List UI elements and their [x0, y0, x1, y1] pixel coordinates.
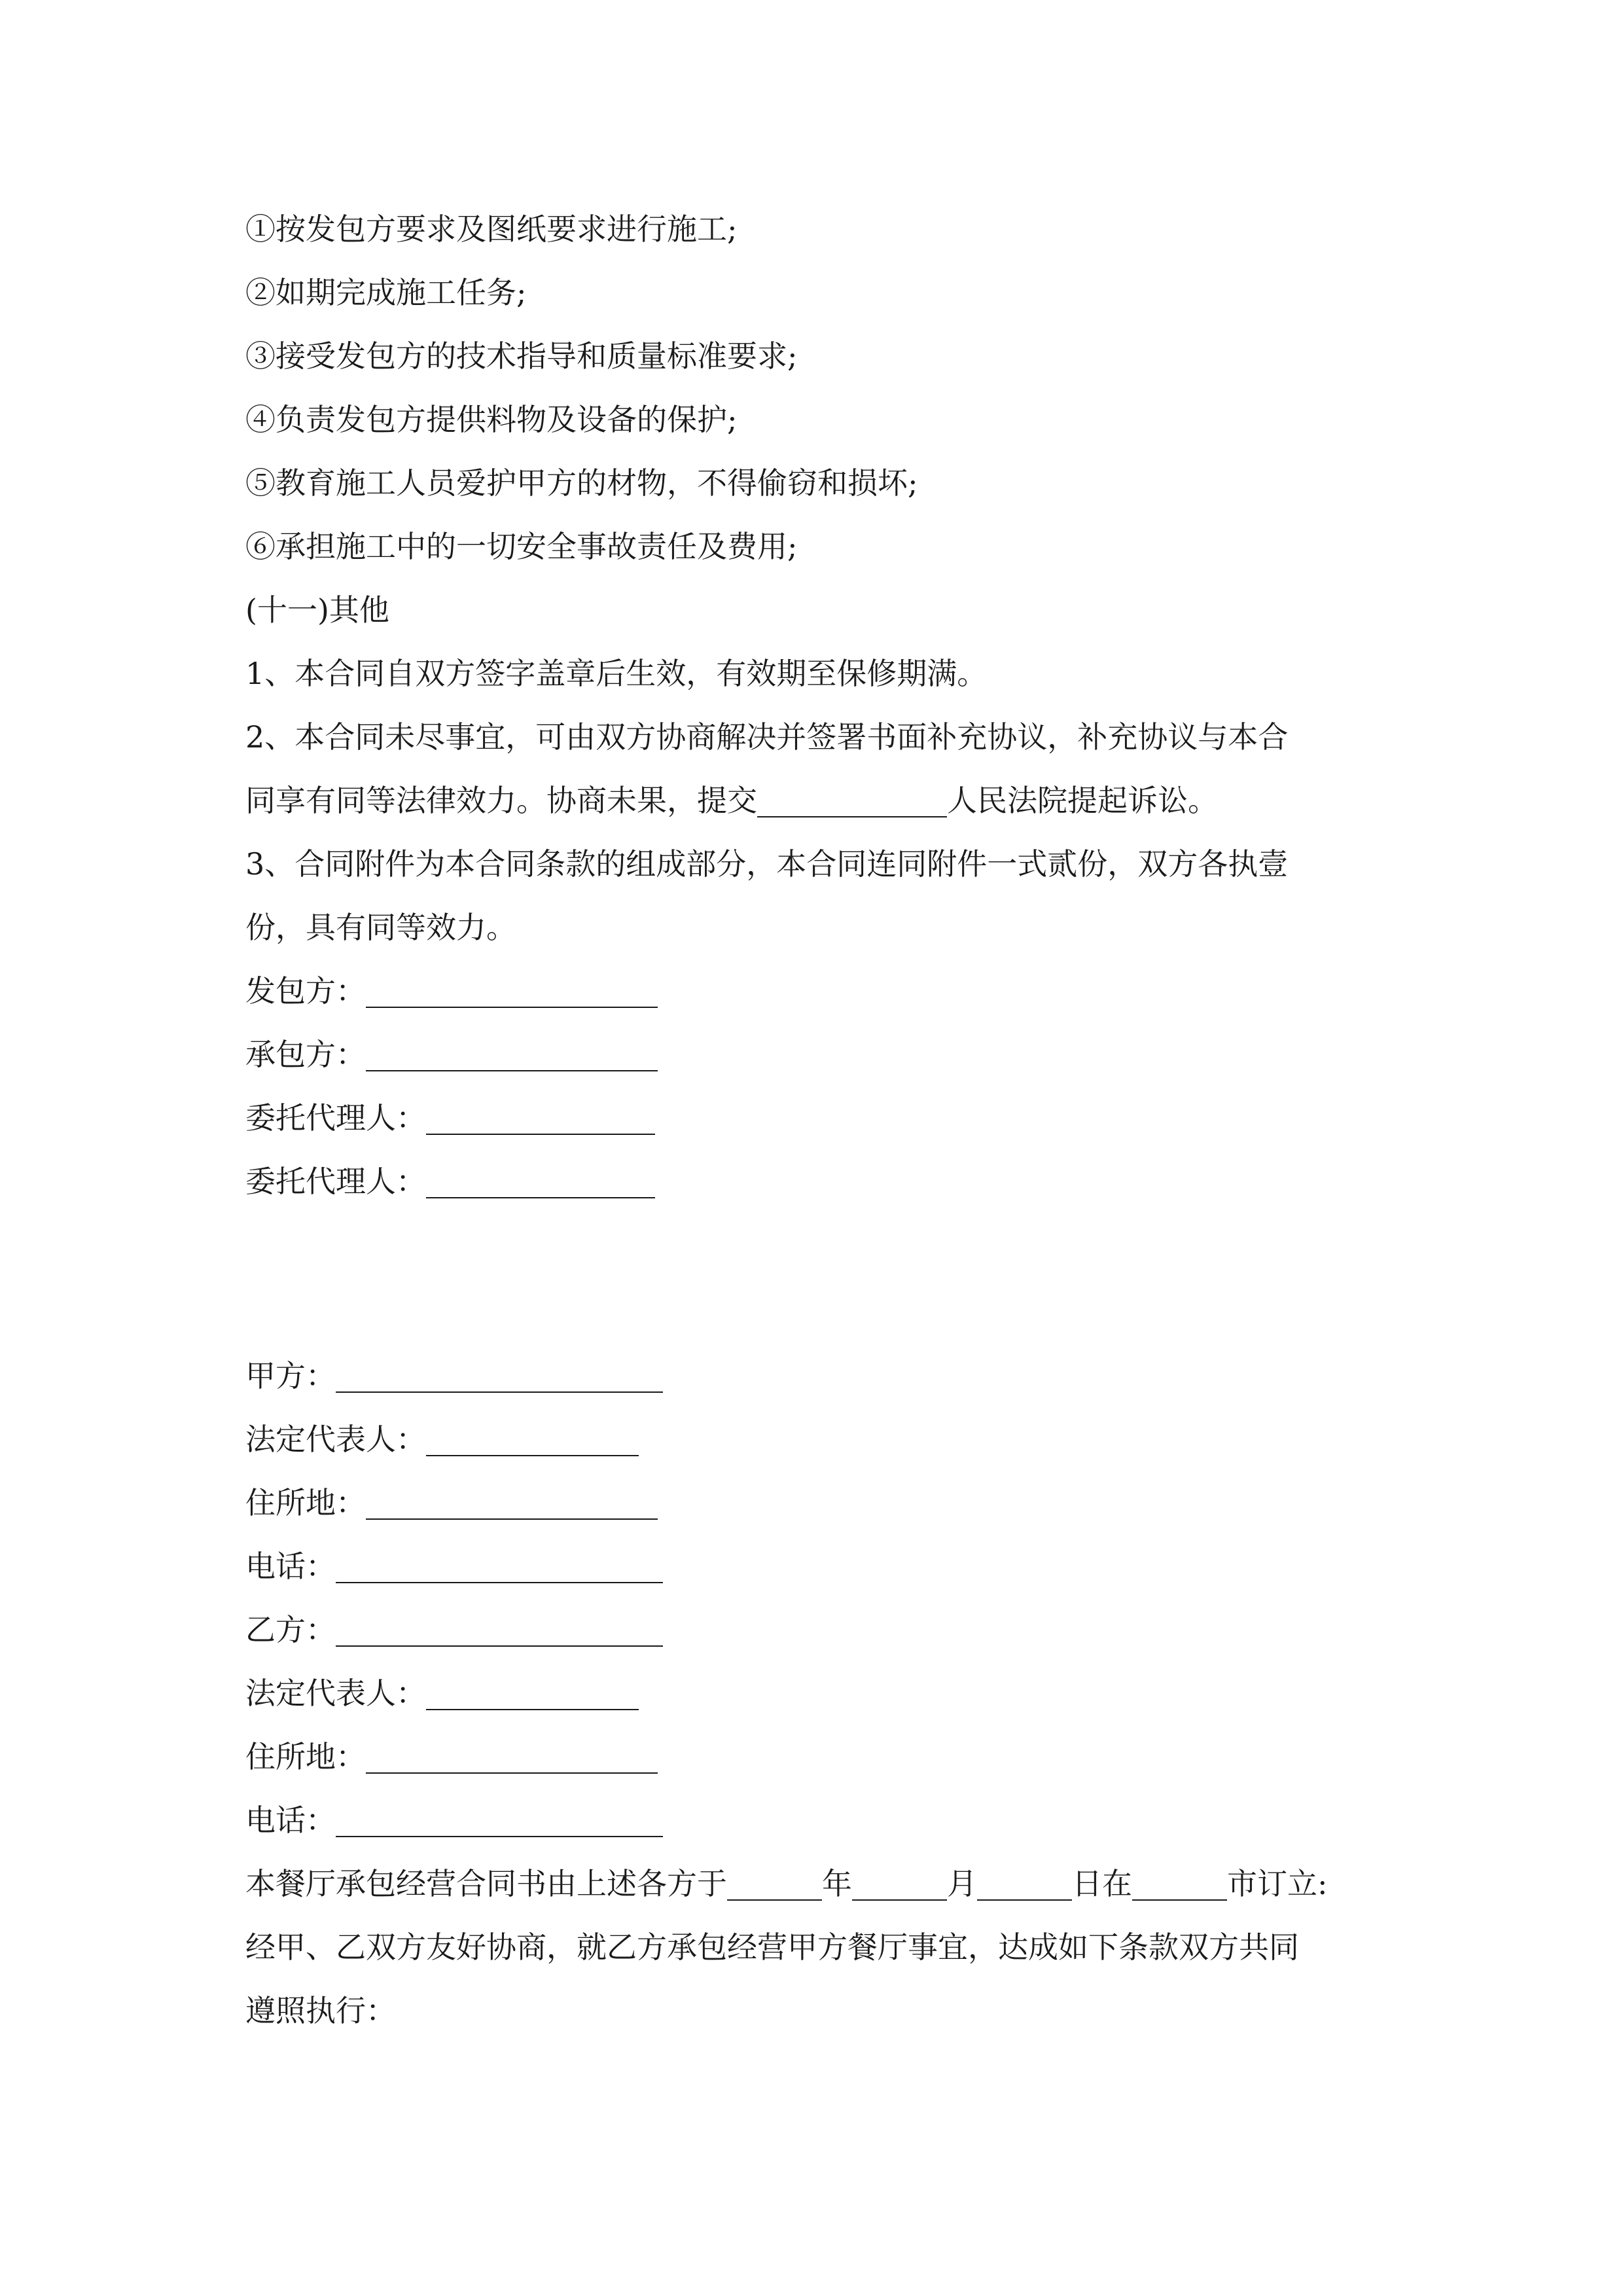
party-b-address-field[interactable] [366, 1742, 658, 1774]
duty-item-3: ③接受发包方的技术指导和质量标准要求; [245, 338, 798, 374]
party-b-row [245, 1610, 663, 1649]
party-a-row [245, 1356, 663, 1395]
party-a-rep-field[interactable] [426, 1425, 639, 1456]
party-a-address-row [245, 1483, 658, 1522]
party-a-label: 甲方： [245, 1358, 336, 1393]
party-b-phone-field[interactable] [336, 1806, 663, 1837]
year-label: 年 [822, 1866, 852, 1901]
party-a-field[interactable] [336, 1361, 663, 1393]
agent-row-2 [245, 1162, 655, 1201]
closing-line-3: 遵照执行： [245, 1993, 396, 2028]
party-b-rep-row [245, 1674, 639, 1713]
day-blank[interactable] [977, 1869, 1072, 1901]
party-b-label: 乙方： [245, 1612, 336, 1647]
day-label: 日在 [1072, 1866, 1132, 1901]
duty-item-1: ①按发包方要求及图纸要求进行施工; [245, 211, 738, 247]
contractor-signature-field[interactable] [366, 1040, 658, 1071]
employer-signature-field[interactable] [366, 977, 658, 1008]
agent-signature-field-2[interactable] [426, 1167, 655, 1198]
party-b-address-row [245, 1737, 658, 1776]
party-b-rep-label: 法定代表人： [245, 1676, 426, 1711]
agent-label-1: 委托代理人： [245, 1100, 426, 1136]
party-a-phone-field[interactable] [336, 1552, 663, 1583]
duty-item-4: ④负责发包方提供料物及设备的保护; [245, 402, 738, 437]
party-a-address-label: 住所地： [245, 1485, 366, 1520]
month-blank[interactable] [852, 1869, 947, 1901]
party-b-phone-label: 电话： [245, 1803, 336, 1838]
duty-item-6: ⑥承担施工中的一切安全事故责任及费用; [245, 529, 798, 564]
duty-item-2: ②如期完成施工任务; [245, 275, 527, 310]
month-label: 月 [947, 1866, 977, 1901]
clause-2-line-2 [245, 781, 1218, 820]
party-a-rep-label: 法定代表人： [245, 1422, 426, 1457]
party-a-phone-row [245, 1547, 663, 1586]
party-b-address-label: 住所地： [245, 1739, 366, 1774]
party-a-phone-label: 电话： [245, 1549, 336, 1584]
duty-item-5: ⑤教育施工人员爱护甲方的材物，不得偷窃和损坏; [245, 465, 918, 501]
agent-signature-field-1[interactable] [426, 1103, 655, 1135]
city-blank[interactable] [1132, 1869, 1227, 1901]
year-blank[interactable] [727, 1869, 822, 1901]
city-label: 市订立: [1227, 1866, 1328, 1901]
closing-line-1 [245, 1864, 1328, 1903]
closing-line-2: 经甲、乙双方友好协商，就乙方承包经营甲方餐厅事宜，达成如下条款双方共同 [245, 1929, 1299, 1965]
section-heading: (十一)其他 [245, 592, 389, 628]
contractor-row [245, 1035, 658, 1074]
agent-label-2: 委托代理人： [245, 1164, 426, 1199]
clause-1: 1、本合同自双方签字盖章后生效，有效期至保修期满。 [245, 656, 988, 691]
party-b-field[interactable] [336, 1615, 663, 1647]
agent-row-1 [245, 1098, 655, 1138]
party-a-rep-row [245, 1420, 639, 1459]
contractor-label: 承包方： [245, 1037, 366, 1072]
clause-2-line-1: 2、本合同未尽事宜，可由双方协商解决并签署书面补充协议，补充协议与本合 [245, 719, 1289, 755]
clause-2-text-a: 同享有同等法律效力。协商未果，提交 [245, 783, 757, 818]
court-blank[interactable] [757, 786, 947, 817]
clause-2-text-b: 人民法院提起诉讼。 [947, 783, 1218, 818]
party-b-rep-field[interactable] [426, 1679, 639, 1710]
closing-text-1: 本餐厅承包经营合同书由上述各方于 [245, 1866, 727, 1901]
clause-3-line-1: 3、合同附件为本合同条款的组成部分，本合同连同附件一式贰份，双方各执壹 [245, 846, 1289, 882]
employer-row [245, 971, 658, 1011]
clause-3-line-2: 份，具有同等效力。 [245, 910, 516, 945]
party-b-phone-row [245, 1801, 663, 1840]
employer-label: 发包方： [245, 973, 366, 1009]
party-a-address-field[interactable] [366, 1488, 658, 1520]
